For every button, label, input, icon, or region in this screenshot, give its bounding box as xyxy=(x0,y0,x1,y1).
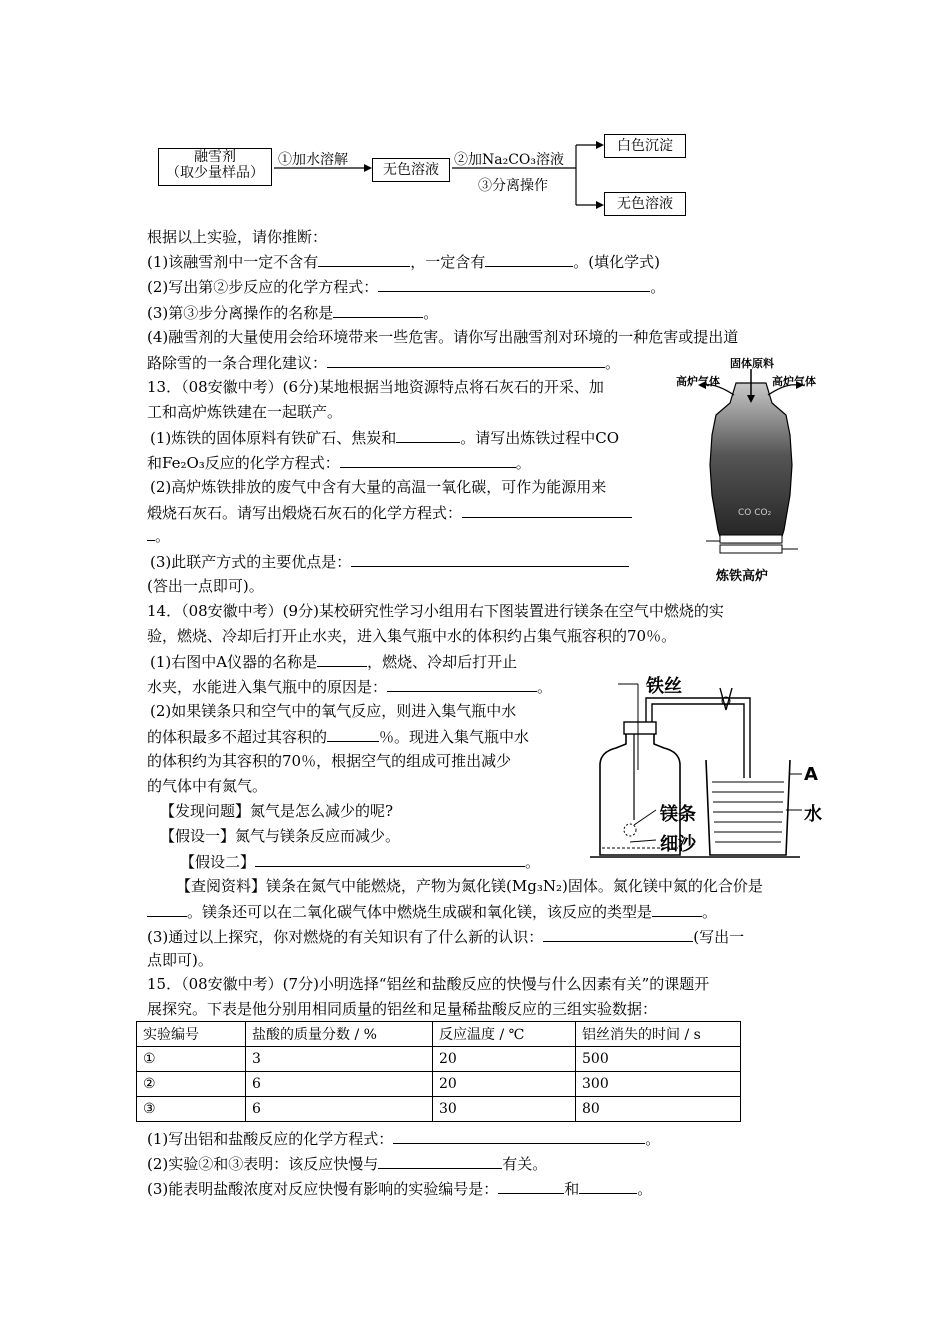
q14-line11 xyxy=(180,851,540,872)
table-cell: 6 xyxy=(246,1097,433,1122)
q15-answer1 xyxy=(147,1128,660,1149)
q13-line6 xyxy=(147,502,632,523)
q15-a3-end: 。 xyxy=(637,1180,653,1198)
blank[interactable] xyxy=(327,352,605,368)
blank[interactable] xyxy=(652,901,702,917)
q14-l14-end: (写出一 xyxy=(693,928,745,946)
step3-label: ③分离操作 xyxy=(478,178,548,194)
q13-line5: (2)高炉炼铁排放的废气中含有大量的高温一氧化碳，可作为能源用来 xyxy=(150,478,607,496)
table-cell: ③ xyxy=(137,1097,246,1122)
step2-label: ②加Na₂CO₃溶液 xyxy=(454,152,565,168)
q13-l8-text: (3)此联产方式的主要优点是： xyxy=(150,553,352,571)
q15-answer2 xyxy=(147,1153,547,1174)
q12-part4: (4)融雪剂的大量使用会给环境带来一些危害。请你写出融雪剂对环境的一种危害或提出道 xyxy=(147,328,739,346)
table-cell: 30 xyxy=(433,1097,576,1122)
q14-l11-text: 【假设二】 xyxy=(180,853,256,871)
q13-line7 xyxy=(147,525,170,546)
q14-l13-text: 。镁条还可以在二氧化碳气体中燃烧生成碳和氧化镁，该反应的类型是 xyxy=(187,903,653,921)
q12-part5 xyxy=(147,352,620,373)
sample-label: 融雪剂 xyxy=(194,149,236,165)
blank[interactable] xyxy=(543,926,693,942)
table-row xyxy=(137,1072,741,1097)
blank[interactable] xyxy=(333,302,423,318)
q13-l7-text: 。 xyxy=(155,527,171,545)
q14-l3-text: (1)右图中A仪器的名称是 xyxy=(150,653,318,671)
q13-l3-text: (1)炼铁的固体原料有铁矿石、焦炭和 xyxy=(150,429,397,447)
q15-a2-end: 有关。 xyxy=(502,1155,548,1173)
furnace-top-label: 固体原料 xyxy=(730,357,774,370)
q14-line5: (2)如果镁条只和空气中的氧气反应，则进入集气瓶中水 xyxy=(150,702,517,720)
q14-l13-end: 。 xyxy=(702,903,718,921)
q12-p1-text: (1)该融雪剂中一定不含有 xyxy=(147,253,319,271)
q14-line15: 点即可)。 xyxy=(147,951,213,969)
q15-a3-mid: 和 xyxy=(564,1180,580,1198)
q14-l6-end: ％。现进入集气瓶中水 xyxy=(379,728,530,746)
blast-furnace-figure xyxy=(676,355,826,585)
blank[interactable] xyxy=(318,251,410,267)
blank[interactable] xyxy=(396,427,460,443)
q14-line9: 【发现问题】氮气是怎么减少的呢? xyxy=(160,802,394,820)
sample-box xyxy=(158,148,272,186)
q14-line3 xyxy=(150,651,517,672)
q13-line8 xyxy=(150,551,629,572)
flow-diagram xyxy=(150,125,710,220)
q12-p5-text: 路除雪的一条合理化建议： xyxy=(147,354,328,372)
q14-line6 xyxy=(147,726,529,747)
q12-part1 xyxy=(147,251,660,272)
svg-text:CO CO₂: CO CO₂ xyxy=(738,508,772,518)
q12-p3-text: (3)第③步分离操作的名称是 xyxy=(147,304,334,322)
solution1-label: 无色溶液 xyxy=(383,162,439,178)
q15-a1-end: 。 xyxy=(645,1130,661,1148)
q13-line9: (答出一点即可)。 xyxy=(147,577,264,595)
q14-l4-text: 水夹，水能进入集气瓶中的原因是： xyxy=(147,678,388,696)
wire-label: 铁丝 xyxy=(646,676,682,697)
water-label: 水 xyxy=(804,804,822,825)
q14-line7: 的体积约为其容积的70％，根据空气的组成可推出减少 xyxy=(147,752,512,770)
table-cell: ① xyxy=(137,1047,246,1072)
q14-l6-text: 的体积最多不超过其容积的 xyxy=(147,728,328,746)
q12-intro: 根据以上实验，请你推断： xyxy=(147,228,328,246)
q14-l3-end: ，燃烧、冷却后打开止 xyxy=(367,653,518,671)
precipitate-box xyxy=(604,134,686,158)
q15-a2-text: (2)实验②和③表明：该反应快慢与 xyxy=(147,1155,379,1173)
mg-strip-label: 镁条 xyxy=(660,804,696,825)
table-header-cell: 盐酸的质量分数 / % xyxy=(246,1022,433,1047)
q12-part2 xyxy=(147,276,665,297)
table-row xyxy=(137,1097,741,1122)
table-header-cell: 铝丝消失的时间 / s xyxy=(576,1022,741,1047)
q14-line1: 14．（08安徽中考）(9分)某校研究性学习小组用右下图装置进行镁条在空气中燃烧的实 xyxy=(147,602,724,620)
table-header-cell: 实验编号 xyxy=(137,1022,246,1047)
table-cell: 20 xyxy=(433,1072,576,1097)
q15-answer3 xyxy=(147,1178,652,1199)
q15-line1: 15．（08安徽中考）(7分)小明选择“铝丝和盐酸反应的快慢与什么因素有关”的课题开 xyxy=(147,975,710,993)
q14-line4 xyxy=(147,676,552,697)
blank[interactable] xyxy=(255,851,525,867)
q14-line10: 【假设一】氮气与镁条反应而减少。 xyxy=(160,827,401,845)
q13-line4 xyxy=(147,452,531,473)
blank[interactable] xyxy=(378,276,650,292)
table-cell: 3 xyxy=(246,1047,433,1072)
q13-l4-text: 和Fe₂O₃反应的化学方程式： xyxy=(147,454,340,472)
blank[interactable] xyxy=(340,452,516,468)
q15-a1-text: (1)写出铝和盐酸反应的化学方程式： xyxy=(147,1130,394,1148)
blank[interactable] xyxy=(147,901,187,917)
q13-l3-end: 。请写出炼铁过程中CO xyxy=(460,429,620,447)
blank[interactable] xyxy=(351,551,629,567)
sand-label: 细沙 xyxy=(660,834,696,855)
table-cell: 80 xyxy=(576,1097,741,1122)
q12-p5-end: 。 xyxy=(605,354,621,372)
precipitate-label: 白色沉淀 xyxy=(617,138,673,154)
q13-line1: 13．（08安徽中考）(6分)某地根据当地资源特点将石灰石的开采、加 xyxy=(147,378,604,396)
q14-l14-text: (3)通过以上探究，你对燃烧的有关知识有了什么新的认识： xyxy=(147,928,544,946)
furnace-right-label: 高炉气体 xyxy=(772,375,816,388)
q14-line12: 【查阅资料】镁条在氮气中能燃烧，产物为氮化镁(Mg₃N₂)固体。氮化镁中氮的化合价是 xyxy=(176,877,763,895)
q14-l11-end: 。 xyxy=(525,853,541,871)
q14-line13 xyxy=(147,901,717,922)
blank[interactable] xyxy=(393,1128,645,1144)
table-cell: 300 xyxy=(576,1072,741,1097)
instrument-a-label: A xyxy=(804,764,818,785)
step1-label: ①加水溶解 xyxy=(278,152,348,168)
furnace-caption: 炼铁高炉 xyxy=(716,569,769,584)
q12-p1-mid: ，一定含有 xyxy=(410,253,486,271)
q14-line14 xyxy=(147,926,744,947)
q13-line3 xyxy=(150,427,619,448)
blank[interactable] xyxy=(147,525,155,541)
sample-note: （取少量样品） xyxy=(166,165,264,181)
q12-p3-end: 。 xyxy=(423,304,439,322)
blank[interactable] xyxy=(378,1153,502,1169)
q12-p2-end: 。 xyxy=(650,278,666,296)
q14-line2: 验，燃烧、冷却后打开止水夹，进入集气瓶中水的体积约占集气瓶容积的70％。 xyxy=(147,627,677,645)
furnace-left-label: 高炉气体 xyxy=(676,375,720,388)
furnace-drawing xyxy=(676,355,826,585)
table-cell: 6 xyxy=(246,1072,433,1097)
q13-line2: 工和高炉炼铁建在一起联产。 xyxy=(147,403,343,421)
table-cell: 20 xyxy=(433,1047,576,1072)
table-row xyxy=(137,1047,741,1072)
table-header-row xyxy=(137,1022,741,1047)
solution1-box xyxy=(372,158,450,182)
blank[interactable] xyxy=(579,1178,637,1194)
apparatus-drawing xyxy=(590,670,830,865)
blank[interactable] xyxy=(327,726,379,742)
q15-line2: 展探究。下表是他分别用相同质量的铝丝和足量稀盐酸反应的三组实验数据： xyxy=(147,1000,658,1018)
q14-line8: 的气体中有氮气。 xyxy=(147,777,268,795)
solution2-box xyxy=(604,192,686,216)
experiment-table xyxy=(136,1021,741,1122)
blank[interactable] xyxy=(485,251,573,267)
apparatus-figure xyxy=(590,670,830,865)
q12-p1-end: 。(填化学式) xyxy=(573,253,660,271)
q15-a3-text: (3)能表明盐酸浓度对反应快慢有影响的实验编号是： xyxy=(147,1180,499,1198)
blank[interactable] xyxy=(387,676,537,692)
solution2-label: 无色溶液 xyxy=(617,196,673,212)
table-cell: ② xyxy=(137,1072,246,1097)
blank[interactable] xyxy=(317,651,367,667)
blank[interactable] xyxy=(462,502,632,518)
q12-p2-text: (2)写出第②步反应的化学方程式： xyxy=(147,278,379,296)
table-header-cell: 反应温度 / ℃ xyxy=(433,1022,576,1047)
q13-l4-end: 。 xyxy=(515,454,531,472)
blank[interactable] xyxy=(498,1178,564,1194)
q14-l4-end: 。 xyxy=(537,678,553,696)
table-cell: 500 xyxy=(576,1047,741,1072)
q13-l6-text: 煅烧石灰石。请写出煅烧石灰石的化学方程式： xyxy=(147,504,463,522)
q12-part3 xyxy=(147,302,438,323)
